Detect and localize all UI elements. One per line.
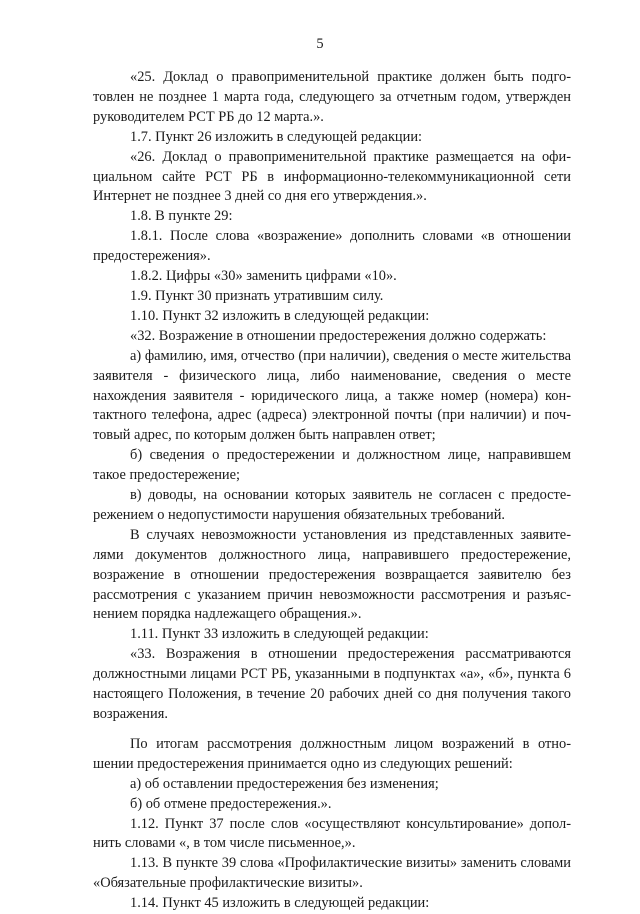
paragraph: 1.8.1. После слова «возражение» дополнить словами «в отношении предостережения». [93, 228, 571, 265]
paragraph: 1.7. Пункт 26 изложить в следующей редакции: [130, 128, 423, 145]
paragraph: 1.12. Пункт 37 после слов «осуществляют консультирование» дополнить словами «, в том числе письменное,». [93, 815, 571, 852]
paragraph: По итогам рассмотрения должностным лицом возражений в отношении предостережения принимается одно из следующих решений: [93, 735, 571, 772]
paragraph: «25. Доклад о правоприменительной практике должен быть подготовлен не позднее 1 марта года, следующего за отчетным годом, утвержден руководителем РСТ РБ до 12 марта.». [93, 69, 571, 125]
paragraph: б) об отмене предостережения.». [130, 795, 332, 812]
paragraph: «33. Возражения в отношении предостережения рассматриваются должностными лицами РСТ РБ, указанными в подпунктах «а», «б», пункта 6 настоящего Положения, в течение 20 рабочих дней со дня получения такого возражения. [93, 646, 571, 722]
paragraph: 1.11. Пункт 33 изложить в следующей редакции: [130, 626, 429, 643]
document-body [93, 68, 571, 914]
paragraph: 1.14. Пункт 45 изложить в следующей редакции: [130, 895, 430, 912]
page-number: 5 [316, 36, 324, 52]
paragraph: 1.9. Пункт 30 признать утратившим силу. [130, 287, 384, 304]
paragraph: 1.13. В пункте 39 слова «Профилактические визиты» заменить словами «Обязательные профилактические визиты». [93, 855, 571, 892]
paragraph: в) доводы, на основании которых заявитель не согласен с предостережением о недопустимости нарушения обязательных требований. [93, 487, 571, 523]
paragraph: «26. Доклад о правоприменительной практике размещается на официальном сайте РСТ РБ в информационно-телекоммуникационной сети Интернет не позднее 3 дней со дня его утверждения.». [93, 148, 571, 205]
paragraph: В случаях невозможности установления из представленных заявителями документов должностного лица, направившего предостережение, возражение в отношении предостережения возвращается заявителю без рассмотрения с указанием причин невозможности рассмотрения и разъяснением порядка надлежащего обращения.». [93, 526, 571, 623]
paragraph: а) фамилию, имя, отчество (при наличии), сведения о месте жительства заявителя - физического лица, либо наименование, сведения о месте нахождения заявителя - юридического лица, а также номер (номера) контактного телефона, адрес (адреса) электронной почты (при наличии) и почтовый адрес, по которым должен быть направлен ответ; [93, 347, 571, 444]
paragraph: 1.8.2. Цифры «30» заменить цифрами «10». [130, 268, 397, 285]
paragraph: 1.8. В пункте 29: [130, 208, 233, 225]
paragraph: 1.10. Пункт 32 изложить в следующей редакции: [130, 307, 430, 324]
paragraph: б) сведения о предостережении и должностном лице, направившем такое предостережение; [93, 447, 571, 484]
paragraph: а) об оставлении предостережения без изменения; [130, 775, 439, 792]
paragraph: «32. Возражение в отношении предостережения должно содержать: [130, 327, 547, 344]
